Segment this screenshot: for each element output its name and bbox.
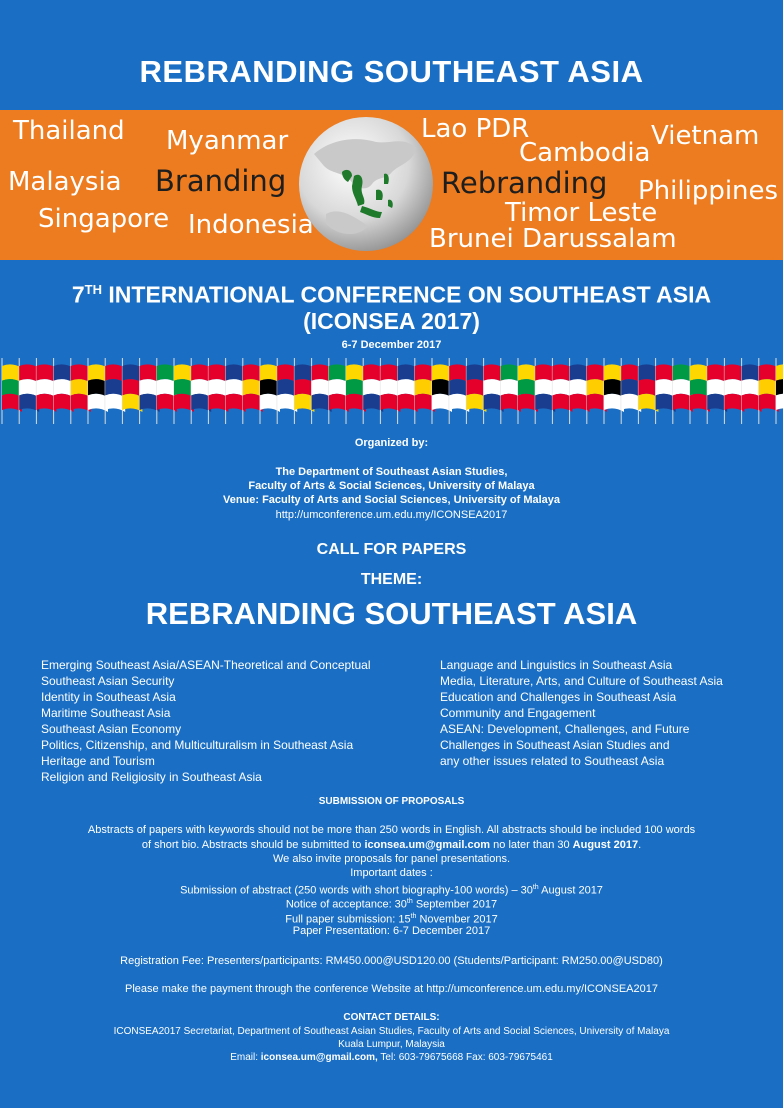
topic-item: any other issues related to Southeast Asia <box>440 754 665 768</box>
contact-heading: CONTACT DETAILS: <box>343 1012 440 1023</box>
date-text: September 2017 <box>412 898 498 911</box>
topic-item: Emerging Southeast Asia/ASEAN-Theoretical and Conceptual <box>41 658 371 672</box>
date-text: November 2017 <box>416 913 498 926</box>
topic-item: Southeast Asian Security <box>41 674 175 688</box>
registration-fee: Registration Fee: Presenters/participants: RM450.000@USD120.00 (Students/Participant: RM250.00@USD80) <box>120 955 663 967</box>
conference-acronym: (ICONSEA 2017) <box>303 308 480 334</box>
banner-word-malaysia: Malaysia <box>8 167 122 197</box>
topic-item: Community and Engagement <box>440 706 596 720</box>
topic-item: Media, Literature, Arts, and Culture of Southeast Asia <box>440 674 723 688</box>
organizer-label: Organized by: <box>354 437 429 449</box>
date-sup: th <box>410 913 417 920</box>
banner-word-singapore: Singapore <box>38 204 170 234</box>
conference-title-text: INTERNATIONAL CONFERENCE ON SOUTHEAST ASIA <box>102 281 712 308</box>
topic-item: ASEAN: Development, Challenges, and Future <box>440 722 690 736</box>
country-banner <box>0 110 783 260</box>
banner-word-thailand: Thailand <box>13 116 125 146</box>
date-presentation: Paper Presentation: 6-7 December 2017 <box>292 925 491 937</box>
banner-word-branding: Branding <box>155 164 287 198</box>
flag-stripe <box>776 394 783 412</box>
topic-item: Challenges in Southeast Asian Studies and <box>440 738 670 752</box>
topic-item: Heritage and Tourism <box>41 754 155 768</box>
banner-word-timor-leste: Timor Leste <box>505 198 658 228</box>
contact-email-link[interactable]: iconsea.um@gmail.com, <box>260 1052 378 1063</box>
asean-flags-icon <box>0 356 783 426</box>
conference-title <box>0 274 783 311</box>
banner-word-brunei: Brunei Darussalam <box>429 224 677 254</box>
theme-title: REBRANDING SOUTHEAST ASIA <box>145 596 638 631</box>
call-for-papers-heading: CALL FOR PAPERS <box>316 541 467 558</box>
banner-word-vietnam: Vietnam <box>651 121 760 151</box>
conference-ordinal: 7 <box>71 281 85 308</box>
date-text: Full paper submission: 15 <box>285 913 411 926</box>
conference-dates: 6-7 December 2017 <box>341 339 442 351</box>
submission-text: . <box>638 839 642 851</box>
banner-word-myanmar: Myanmar <box>166 126 289 156</box>
topic-item: Maritime Southeast Asia <box>41 706 171 720</box>
topic-item: Education and Challenges in Southeast Asia <box>440 690 677 704</box>
organizer-venue: Venue: Faculty of Arts and Social Sciences, University of Malaya <box>222 494 561 506</box>
date-text: Notice of acceptance: 30 <box>285 898 407 911</box>
banner-word-indonesia: Indonesia <box>188 210 314 240</box>
topics-left-list <box>41 657 371 785</box>
poster-title: REBRANDING SOUTHEAST ASIA <box>139 54 644 89</box>
banner-word-philippines: Philippines <box>638 176 779 206</box>
banner-word-laos: Lao PDR <box>421 114 530 144</box>
topic-item: Language and Linguistics in Southeast Asia <box>440 658 673 672</box>
organizer-department: The Department of Southeast Asian Studies, <box>275 466 508 478</box>
date-text: August 2017 <box>538 884 603 897</box>
conference-url[interactable]: http://umconference.um.edu.my/ICONSEA2017 <box>275 509 508 521</box>
payment-instructions: Please make the payment through the conference Website at http://umconference.um.edu.my/ICONSEA2017 <box>125 983 658 995</box>
topics-right-list <box>440 657 723 769</box>
conference-ordinal-suffix: TH <box>84 282 103 297</box>
important-dates-label: Important dates : <box>350 867 433 879</box>
topic-item: Southeast Asian Economy <box>41 722 182 736</box>
submission-deadline: August 2017 <box>572 839 639 851</box>
contact-email-label: Email: <box>230 1052 261 1063</box>
contact-line <box>0 1051 783 1064</box>
submission-text: of short bio. Abstracts should be submitted to <box>141 839 365 851</box>
topic-item: Politics, Citizenship, and Multiculturalism in Southeast Asia <box>41 738 354 752</box>
submission-email-line <box>0 838 783 853</box>
banner-word-rebranding: Rebranding <box>441 166 608 200</box>
submission-email-link[interactable]: iconsea.um@gmail.com <box>364 839 491 851</box>
submission-heading: SUBMISSION OF PROPOSALS <box>318 796 465 807</box>
date-sup: th <box>532 884 539 891</box>
date-sup: th <box>406 898 413 905</box>
contact-address: ICONSEA2017 Secretariat, Department of Southeast Asian Studies, Faculty of Arts and Social Sciences, University of Malaya <box>113 1026 670 1037</box>
submission-abstract-rules: Abstracts of papers with keywords should not be more than 250 words in English. All abstracts should be included 100 words <box>87 824 696 836</box>
panel-invite: We also invite proposals for panel presentations. <box>272 853 511 865</box>
date-text: Submission of abstract (250 words with short biography-100 words) – 30 <box>180 884 533 897</box>
submission-text: no later than 30 <box>490 839 573 851</box>
contact-phones: Tel: 603-79675668 Fax: 603-79675461 <box>377 1052 553 1063</box>
globe-asia-icon <box>296 114 436 254</box>
contact-city: Kuala Lumpur, Malaysia <box>338 1039 445 1050</box>
banner-word-cambodia: Cambodia <box>519 138 651 168</box>
theme-label: THEME: <box>360 571 423 588</box>
topic-item: Religion and Religiosity in Southeast Asia <box>41 770 262 784</box>
topic-item: Identity in Southeast Asia <box>41 690 176 704</box>
organizer-faculty: Faculty of Arts & Social Sciences, University of Malaya <box>248 480 535 492</box>
